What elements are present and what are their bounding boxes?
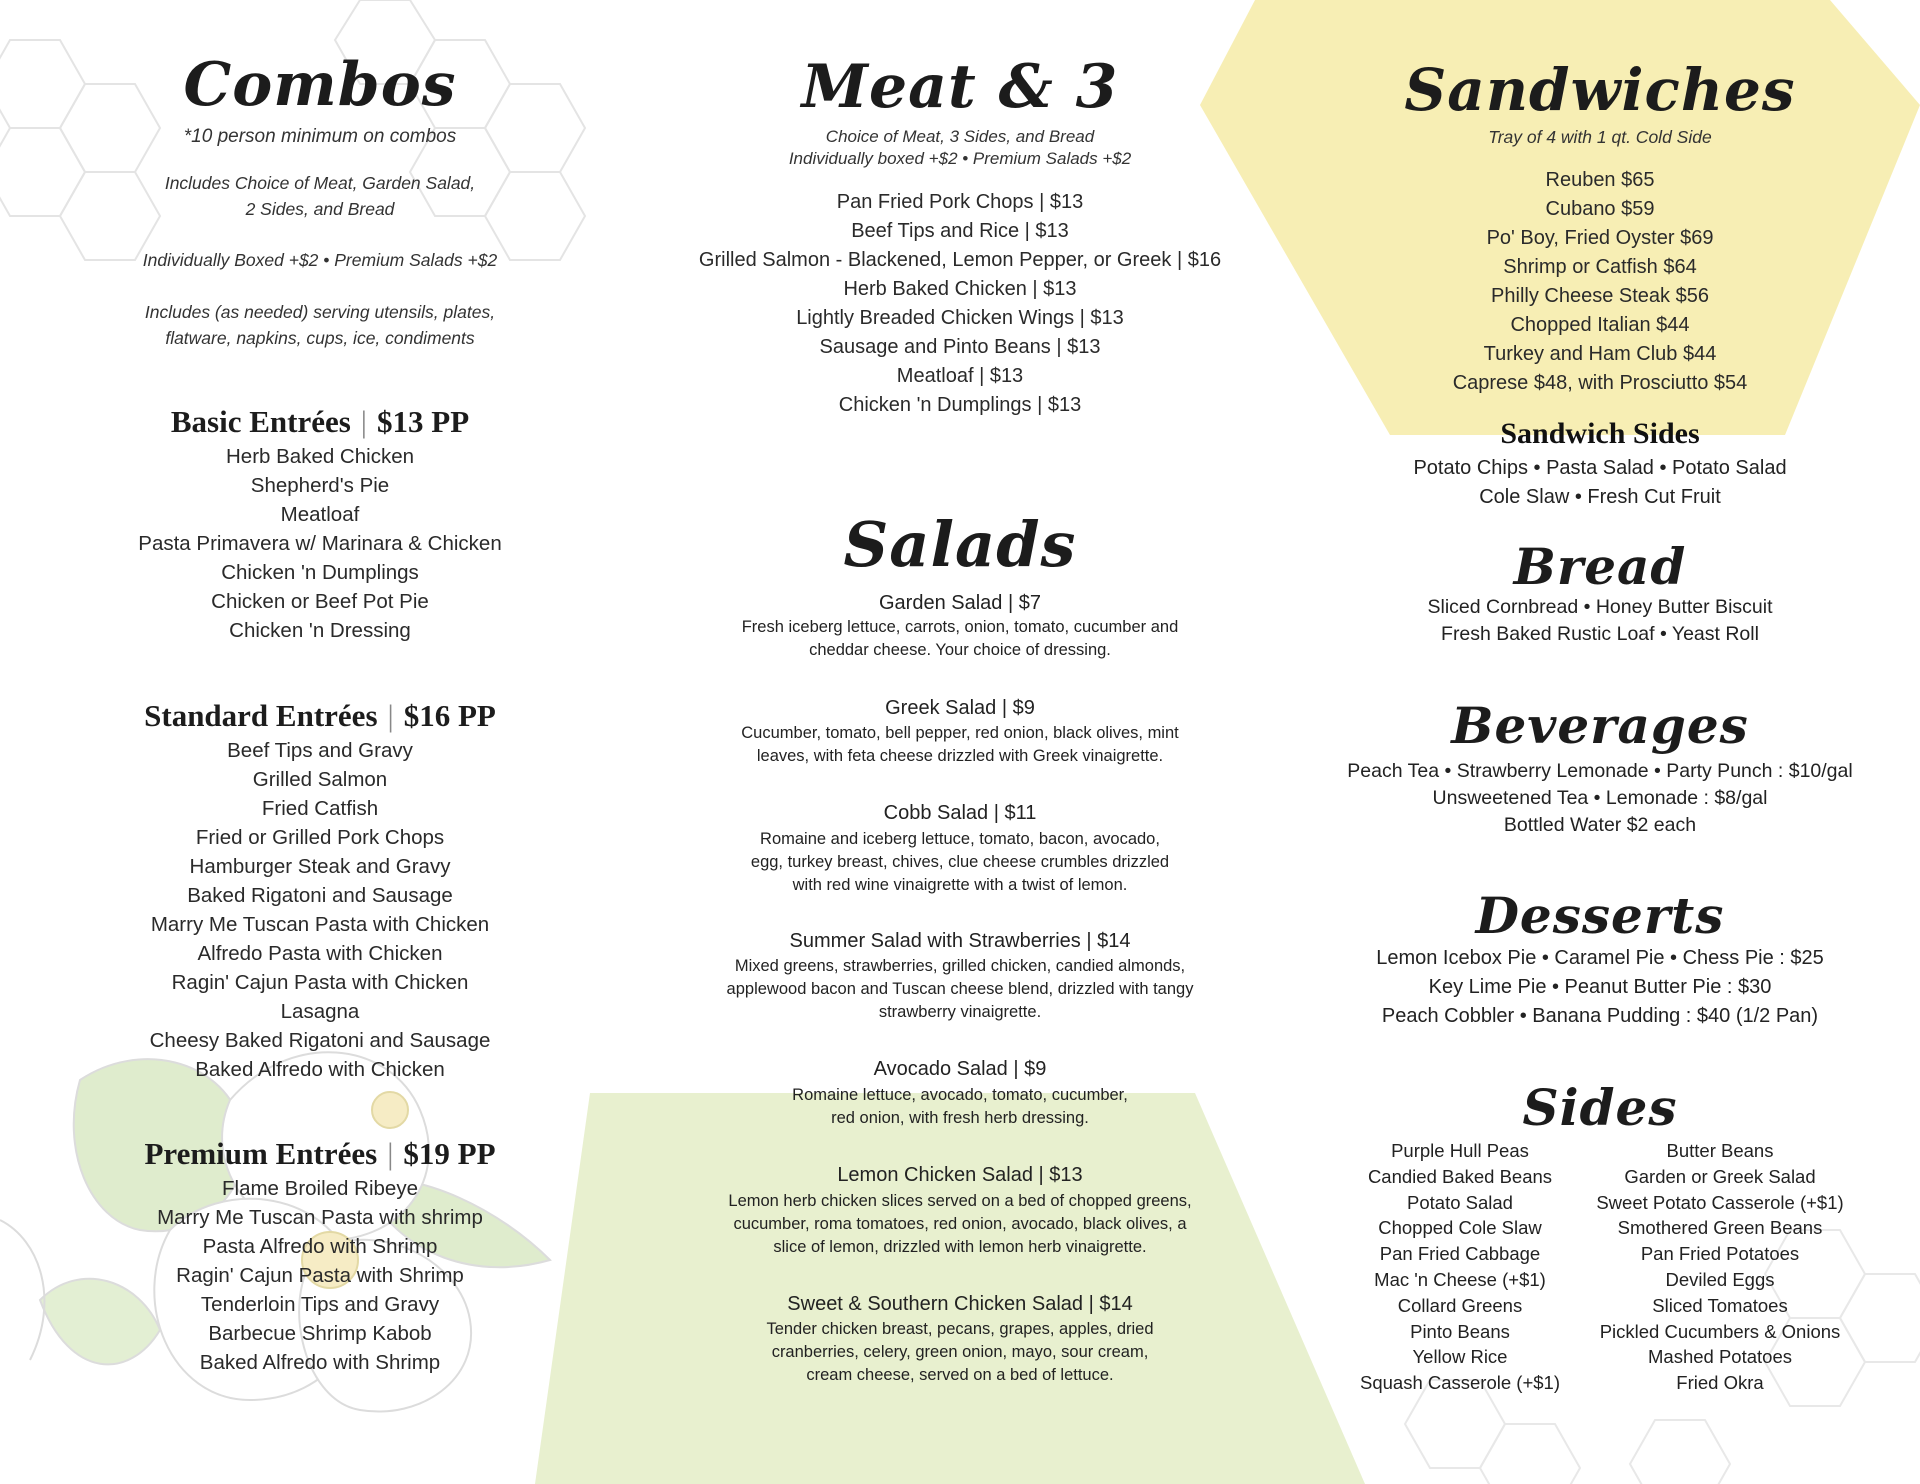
list-item: Cubano $59 [1545,198,1655,220]
list-item: Chicken or Beef Pot Pie [211,590,429,613]
list-item: Yellow Rice [1412,1346,1508,1368]
list-item: Butter Beans [1666,1140,1774,1161]
list-item: Beef Tips and Rice | $13 [851,220,1069,242]
list-item: Shepherd's Pie [250,474,390,497]
salad-description-line: slice of lemon, drizzled with lemon herb vinaigrette. [773,1238,1147,1256]
list-item: Grilled Salmon - Blackened, Lemon Pepper, or Greek | $16 [698,249,1222,271]
list-item: Grilled Salmon [252,768,388,791]
list-item: Collard Greens [1397,1294,1523,1316]
combos-title: Combos [183,50,457,120]
sides-list-left [1335,1138,1585,1396]
list-item: Lightly Breaded Chicken Wings | $13 [796,307,1124,329]
salad-description-line: red onion, with fresh herb dressing. [831,1109,1089,1127]
list-item: Pan Fried Potatoes [1640,1243,1800,1265]
beverages-line-1: Peach Tea • Strawberry Lemonade • Party Punch : $10/gal [1347,760,1853,782]
list-item: Pan Fried Cabbage [1379,1243,1541,1265]
meat-and-salads-column [640,0,1280,1484]
list-item: Beef Tips and Gravy [227,739,413,762]
list-item: Purple Hull Peas [1391,1140,1529,1161]
beverages-title: Beverages [1451,696,1749,755]
list-item: Pan Fried Pork Chops | $13 [836,191,1084,213]
list-item: Baked Alfredo with Chicken [195,1058,445,1081]
list-item: Shrimp or Catfish $64 [1503,256,1697,278]
list-item: Chicken 'n Dressing [229,619,411,642]
combos-utensils-line-1: Includes (as needed) serving utensils, plates, [144,302,496,322]
salad-description-line: Tender chicken breast, pecans, grapes, apples, dried [766,1320,1154,1338]
standard-entrees-price: $16 PP [403,698,496,733]
desserts-line-3: Peach Cobbler • Banana Pudding : $40 (1/2 Pan) [1381,1005,1819,1027]
list-item: Chicken 'n Dumplings [221,561,419,584]
list-item: Sliced Tomatoes [1652,1294,1788,1316]
salads-title: Salads [843,508,1077,581]
list-item: Reuben $65 [1545,169,1655,191]
list-item: Philly Cheese Steak $56 [1491,285,1709,307]
list-item: Tenderloin Tips and Gravy [200,1293,440,1316]
salad-name: Cobb Salad | $11 [883,802,1037,824]
salad-name: Garden Salad | $7 [879,592,1041,614]
standard-entrees-heading: Standard Entrées | $16 PP [144,698,496,733]
list-item: Chopped Cole Slaw [1378,1217,1542,1239]
salad-description-line: cranberries, celery, green onion, mayo, sour cream, [771,1343,1149,1361]
salad-description-line: cucumber, roma tomatoes, red onion, avocado, black olives, a [733,1215,1187,1233]
beverages-line-3: Bottled Water $2 each [1503,814,1697,836]
basic-entrees-list [0,442,640,645]
salad-description-line: Cucumber, tomato, bell pepper, red onion, black olives, mint [741,724,1179,742]
list-item: Candied Baked Beans [1367,1165,1553,1187]
list-item: Caprese $48, with Prosciutto $54 [1452,372,1748,394]
sandwiches-title: Sandwiches [1404,56,1796,124]
list-item: Chopped Italian $44 [1510,314,1690,336]
salad-description-line: cream cheese, served on a bed of lettuce. [806,1366,1114,1384]
list-item: Cheesy Baked Rigatoni and Sausage [149,1029,491,1052]
salad-description-line: Romaine and iceberg lettuce, tomato, bacon, avocado, [760,830,1160,848]
list-item: Smothered Green Beans [1617,1217,1823,1239]
list-item: Herb Baked Chicken [225,445,414,468]
list-item: Alfredo Pasta with Chicken [197,942,443,965]
list-item: Herb Baked Chicken | $13 [843,278,1077,300]
salad-description-line: Fresh iceberg lettuce, carrots, onion, tomato, cucumber and [741,618,1179,636]
standard-entrees-name: Standard Entrées [144,698,378,733]
salad-description-line: cheddar cheese. Your choice of dressing. [809,641,1111,659]
list-item: Lasagna [280,1000,360,1023]
desserts-title: Desserts [1475,886,1725,945]
salad-description-line: egg, turkey breast, chives, clue cheese crumbles drizzled [750,853,1170,871]
sides-title: Sides [1522,1078,1678,1137]
list-item: Deviled Eggs [1665,1268,1775,1290]
desserts-line-1: Lemon Icebox Pie • Caramel Pie • Chess Pie : $25 [1376,947,1824,969]
salad-description-line: with red wine vinaigrette with a twist of lemon. [792,876,1128,894]
list-item: Fried or Grilled Pork Chops [195,826,445,849]
sandwiches-note: Tray of 4 with 1 qt. Cold Side [1488,127,1712,147]
bread-line-1: Sliced Cornbread • Honey Butter Biscuit [1427,596,1773,618]
salad-description-line: Mixed greens, strawberries, grilled chicken, candied almonds, [734,957,1186,975]
salad-name: Avocado Salad | $9 [873,1058,1047,1080]
list-item: Ragin' Cajun Pasta with Shrimp [176,1264,464,1287]
salad-name: Sweet & Southern Chicken Salad | $14 [787,1293,1133,1315]
list-item: Sausage and Pinto Beans | $13 [819,336,1101,358]
meat-three-note-1: Choice of Meat, 3 Sides, and Bread [825,127,1095,146]
list-item: Turkey and Ham Club $44 [1483,343,1717,365]
list-item: Pickled Cucumbers & Onions [1599,1320,1841,1342]
sandwich-sides-line-1: Potato Chips • Pasta Salad • Potato Salad [1413,457,1787,479]
list-item: Potato Salad [1407,1191,1513,1213]
list-item: Po' Boy, Fried Oyster $69 [1486,227,1714,249]
list-item: Pasta Primavera w/ Marinara & Chicken [138,532,502,555]
meat-three-title: Meat & 3 [801,52,1119,122]
meat-three-note-2: Individually boxed +$2 • Premium Salads +$2 [788,149,1132,168]
list-item: Barbecue Shrimp Kabob [208,1322,432,1345]
standard-entrees-list [0,736,640,1084]
premium-entrees-name: Premium Entrées [144,1136,378,1171]
basic-entrees-heading: Basic Entrées | $13 PP [170,404,470,439]
combos-includes-line-2: 2 Sides, and Bread [245,199,395,219]
list-item: Chicken 'n Dumplings | $13 [838,394,1082,416]
list-item: Meatloaf | $13 [896,365,1024,387]
list-item: Mac 'n Cheese (+$1) [1374,1268,1546,1290]
salad-description-line: strawberry vinaigrette. [878,1003,1042,1021]
list-item: Squash Casserole (+$1) [1359,1372,1560,1394]
bread-title: Bread [1513,537,1687,596]
premium-entrees-list [0,1174,640,1377]
sandwich-sides-line-2: Cole Slaw • Fresh Cut Fruit [1479,486,1721,508]
salad-description-line: Romaine lettuce, avocado, tomato, cucumber, [792,1086,1128,1104]
list-item: Mashed Potatoes [1648,1346,1792,1368]
salad-name: Greek Salad | $9 [885,697,1035,719]
list-item: Pasta Alfredo with Shrimp [202,1235,438,1258]
salad-name: Summer Salad with Strawberries | $14 [789,930,1131,952]
desserts-line-2: Key Lime Pie • Peanut Butter Pie : $30 [1428,976,1772,998]
list-item: Flame Broiled Ribeye [222,1177,418,1200]
list-item: Marry Me Tuscan Pasta with Chicken [150,913,490,936]
combos-utensils-line-2: flatware, napkins, cups, ice, condiments [165,328,475,348]
list-item: Meatloaf [280,503,360,526]
meat-three-list [640,188,1280,420]
list-item: Sweet Potato Casserole (+$1) [1596,1191,1844,1213]
list-item: Fried Catfish [261,797,379,820]
salad-description-line: leaves, with feta cheese drizzled with Greek vinaigrette. [756,747,1164,765]
sandwiches-list [1280,166,1920,398]
basic-entrees-name: Basic Entrées [170,404,351,439]
combos-minimum-note: *10 person minimum on combos [183,126,457,147]
sandwiches-column [1280,0,1920,1484]
list-item: Pinto Beans [1410,1320,1510,1342]
premium-entrees-price: $19 PP [403,1136,496,1171]
bread-line-2: Fresh Baked Rustic Loaf • Yeast Roll [1441,623,1759,645]
combos-boxed-note: Individually Boxed +$2 • Premium Salads +$2 [142,250,498,270]
list-item: Hamburger Steak and Gravy [189,855,451,878]
list-item: Baked Rigatoni and Sausage [187,884,453,907]
salad-description-line: applewood bacon and Tuscan cheese blend, drizzled with tangy [726,980,1194,998]
premium-entrees-heading: Premium Entrées | $19 PP [144,1136,496,1171]
combos-column [0,0,640,1484]
list-item: Garden or Greek Salad [1624,1165,1816,1187]
list-item: Baked Alfredo with Shrimp [199,1351,441,1374]
sides-list-right [1585,1138,1855,1396]
combos-includes-line-1: Includes Choice of Meat, Garden Salad, [164,173,476,193]
list-item: Ragin' Cajun Pasta with Chicken [171,971,469,994]
sandwich-sides-heading: Sandwich Sides [1500,417,1700,450]
list-item: Fried Okra [1676,1372,1764,1394]
salad-name: Lemon Chicken Salad | $13 [837,1164,1083,1186]
beverages-line-2: Unsweetened Tea • Lemonade : $8/gal [1432,787,1768,809]
basic-entrees-price: $13 PP [377,404,470,439]
salad-description-line: Lemon herb chicken slices served on a bed of chopped greens, [728,1192,1192,1210]
list-item: Marry Me Tuscan Pasta with shrimp [157,1206,483,1229]
